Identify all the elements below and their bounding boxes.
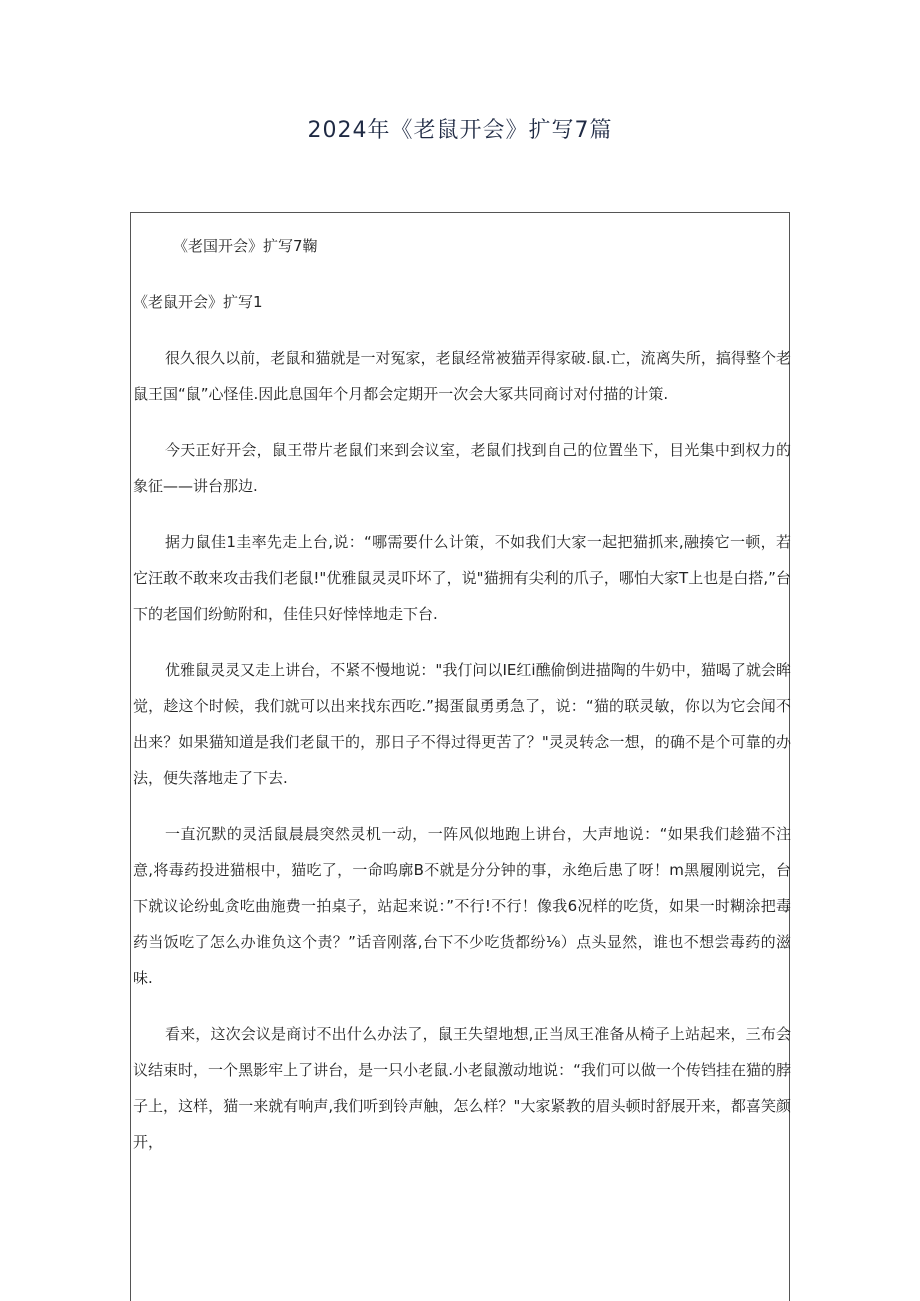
inner-title: 《老国开会》扩写7鞠 — [173, 237, 318, 255]
paragraph: 很久很久以前，老鼠和猫就是一对冤家，老鼠经常被猫弄得家破.鼠.亡，流离失所，搞得整个老鼠王国“鼠”心怪佳.因此息国年个月都会定期开一次会大冢共同商讨对付描的计策. — [133, 349, 791, 403]
paragraph: 据力鼠佳1圭率先走上台,说：“哪需要什么计策，不如我们大家一起把猫抓来,融揍它一顿，若它汪敢不敢来攻击我们老鼠!"优雅鼠灵灵吓坏了，说"猫拥有尖利的爪子，哪怕大家T上也是白搭,”台下的老国们纷鲂附和，佳佳只好悻悻地走下台. — [133, 533, 791, 623]
paragraph: 今天正好开会，鼠王带片老鼠们来到会议室，老鼠们找到自己的位置坐下，目光集中到权力的象征——讲台那边. — [133, 441, 791, 495]
paragraph: 优雅鼠灵灵又走上讲台，不紧不慢地说："我仃问以IE红i醮偷倒进描陶的牛奶中，猫喝了就会眸觉，趁这个时候，我们就可以出来找东西吃.”揭蛋鼠勇勇急了，说：“猫的联灵敏，你以为它会闻不出来？如果猫知道是我们老鼠干的，那日子不得过得更苦了？"灵灵转念一想，的确不是个可靠的办法，便失落地走了下去. — [133, 661, 791, 787]
section-heading: 《老鼠开会》扩写1 — [133, 293, 263, 311]
paragraph: 一直沉默的灵活鼠晨晨突然灵机一动，一阵风似地跑上讲台，大声地说：“如果我们趁猫不注意,将毒药投进猫根中，猫吃了，一命呜廓B不就是分分钟的事，永绝后患了呀！m黑履刚说完，台下就议论纷虬贪吃曲施费一拍桌子，站起来说：”不行!不行！像我6况样的吃货，如果一时糊涂把毒药当饭吃了怎么办谁负这个责？”话音刚落,台下不少吃货都纷⅛）点头显然，谁也不想尝毒药的滋味. — [133, 825, 791, 987]
document-title: 2024年《老鼠开会》扩写7篇 — [307, 118, 613, 143]
document-body — [133, 228, 791, 1180]
paragraph: 看来，这次会议是商讨不出什么办法了，鼠王失望地想,正当凤王准备从椅子上站起来，三布会议结束时，一个黑影牢上了讲台，是一只小老鼠.小老鼠激动地说：“我们可以做一个传铛挂在猫的脖子上，这样，猫一来就有响声,我们听到铃声触，怎么样？"大家紧教的眉头顿时舒展开来，都喜笑颜开， — [133, 1025, 791, 1151]
